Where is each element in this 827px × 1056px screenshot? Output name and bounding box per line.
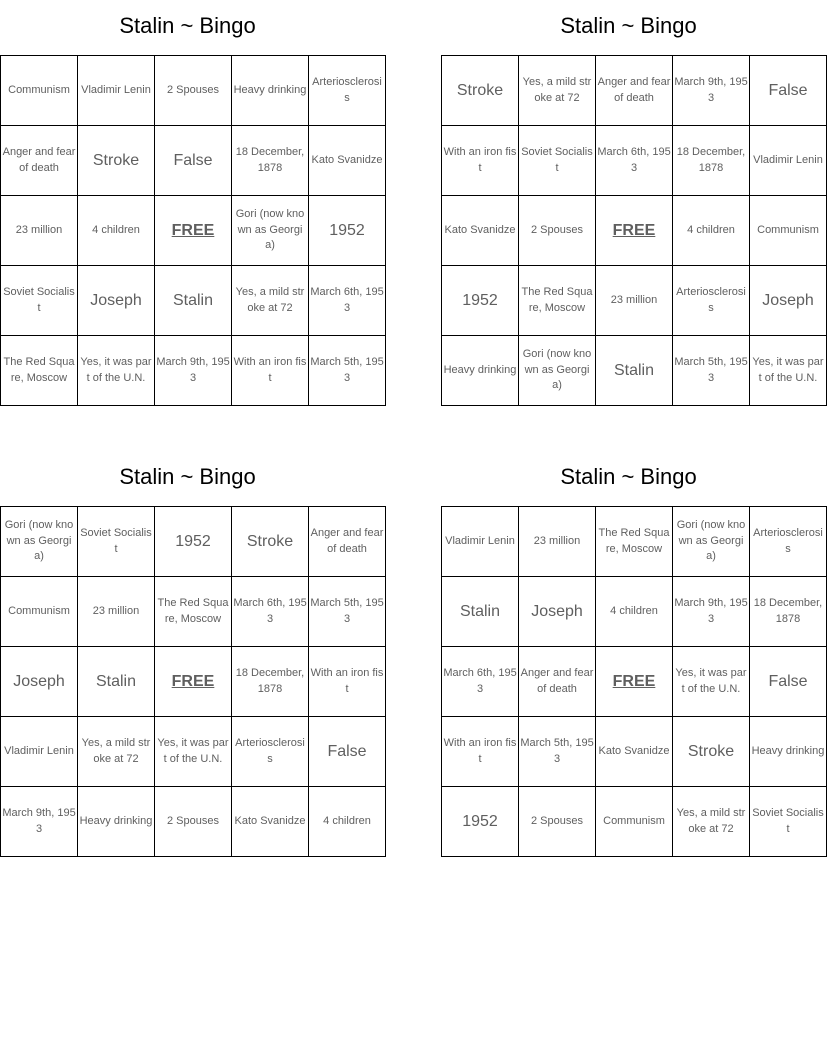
bingo-cell: 18 December, 1878 [232,126,309,196]
bingo-cell: March 6th, 1953 [596,126,673,196]
free-space: FREE [155,647,232,717]
bingo-cell: False [155,126,232,196]
bingo-cell: With an iron fist [309,647,386,717]
bingo-cell: Heavy drinking [78,787,155,857]
card-title: Stalin ~ Bingo [119,464,256,489]
bingo-cell: Stalin [442,577,519,647]
bingo-cell: Gori (now known as Georgia) [1,507,78,577]
bingo-cell: The Red Square, Moscow [1,336,78,406]
bingo-cell: 2 Spouses [519,196,596,266]
bingo-cell: Kato Svanidze [442,196,519,266]
bingo-cell: Arteriosclerosis [750,507,827,577]
bingo-cell: Stroke [673,717,750,787]
bingo-cell: Arteriosclerosis [309,56,386,126]
bingo-cell: Joseph [519,577,596,647]
bingo-cell: 4 children [596,577,673,647]
bingo-cell: March 6th, 1953 [442,647,519,717]
bingo-cell: Soviet Socialist [78,507,155,577]
bingo-cell: Yes, a mild stroke at 72 [519,56,596,126]
bingo-cell: Kato Svanidze [232,787,309,857]
bingo-cell: The Red Square, Moscow [596,507,673,577]
bingo-cell: 4 children [78,196,155,266]
bingo-cell: 23 million [78,577,155,647]
bingo-cell: With an iron fist [442,126,519,196]
card-title: Stalin ~ Bingo [560,13,697,38]
bingo-cell: Gori (now known as Georgia) [519,336,596,406]
bingo-cell: 23 million [1,196,78,266]
bingo-cell: March 5th, 1953 [309,336,386,406]
grid-row [1,717,386,787]
bingo-cell: Vladimir Lenin [750,126,827,196]
bingo-cell: False [750,647,827,717]
bingo-cell: March 5th, 1953 [519,717,596,787]
grid-row [1,577,386,647]
bingo-cell: Communism [596,787,673,857]
bingo-cell: Joseph [750,266,827,336]
bingo-cell: Joseph [78,266,155,336]
bingo-cell: With an iron fist [442,717,519,787]
bingo-cell: 23 million [596,266,673,336]
bingo-cell: March 6th, 1953 [309,266,386,336]
bingo-cell: March 5th, 1953 [673,336,750,406]
grid-row [1,266,386,336]
grid-row [442,717,827,787]
bingo-cell: Gori (now known as Georgia) [232,196,309,266]
grid-row [442,126,827,196]
bingo-cell: Yes, it was part of the U.N. [750,336,827,406]
bingo-cell: The Red Square, Moscow [155,577,232,647]
bingo-cell: 1952 [155,507,232,577]
bingo-cell: Yes, it was part of the U.N. [673,647,750,717]
grid-row [442,577,827,647]
grid-row [1,56,386,126]
bingo-cell: Anger and fear of death [309,507,386,577]
bingo-cell: Anger and fear of death [1,126,78,196]
grid-row [1,196,386,266]
bingo-cell: Soviet Socialist [519,126,596,196]
bingo-cell: 23 million [519,507,596,577]
bingo-grid [0,506,386,857]
bingo-cell: 2 Spouses [519,787,596,857]
grid-row [1,126,386,196]
grid-row [1,787,386,857]
bingo-cell: Yes, a mild stroke at 72 [78,717,155,787]
bingo-cell: Kato Svanidze [309,126,386,196]
bingo-cell: False [309,717,386,787]
bingo-cell: Arteriosclerosis [673,266,750,336]
bingo-cell: 18 December, 1878 [232,647,309,717]
bingo-cell: Stroke [232,507,309,577]
grid-row [1,336,386,406]
grid-row [442,647,827,717]
card-title: Stalin ~ Bingo [560,464,697,489]
grid-row [442,787,827,857]
bingo-cell: Yes, it was part of the U.N. [78,336,155,406]
bingo-grid [441,506,827,857]
bingo-cell: Gori (now known as Georgia) [673,507,750,577]
bingo-cell: Yes, a mild stroke at 72 [673,787,750,857]
bingo-cell: 18 December, 1878 [673,126,750,196]
grid-row [442,56,827,126]
bingo-cell: Soviet Socialist [1,266,78,336]
bingo-cell: Soviet Socialist [750,787,827,857]
bingo-grid [0,55,386,406]
bingo-cell: Anger and fear of death [596,56,673,126]
bingo-cell: 2 Spouses [155,787,232,857]
bingo-cell: Heavy drinking [750,717,827,787]
bingo-cell: 1952 [309,196,386,266]
grid-row [442,336,827,406]
free-space: FREE [596,196,673,266]
bingo-cell: The Red Square, Moscow [519,266,596,336]
bingo-cell: Kato Svanidze [596,717,673,787]
bingo-cell: Communism [1,577,78,647]
bingo-cell: March 9th, 1953 [155,336,232,406]
bingo-cell: Stalin [596,336,673,406]
bingo-cell: 1952 [442,266,519,336]
bingo-cell: 4 children [673,196,750,266]
bingo-cell: Stalin [155,266,232,336]
bingo-grid [441,55,827,406]
grid-row [442,196,827,266]
bingo-cell: Yes, it was part of the U.N. [155,717,232,787]
bingo-cell: Joseph [1,647,78,717]
bingo-cell: Stroke [442,56,519,126]
bingo-cell: March 5th, 1953 [309,577,386,647]
bingo-cell: March 6th, 1953 [232,577,309,647]
grid-row [1,647,386,717]
bingo-cell: Vladimir Lenin [78,56,155,126]
grid-row [442,266,827,336]
bingo-cell: Stroke [78,126,155,196]
card-title: Stalin ~ Bingo [119,13,256,38]
bingo-cell: With an iron fist [232,336,309,406]
bingo-cell: Heavy drinking [442,336,519,406]
grid-row [442,507,827,577]
bingo-cell: Communism [1,56,78,126]
bingo-cell: 1952 [442,787,519,857]
bingo-cell: Stalin [78,647,155,717]
bingo-cell: Vladimir Lenin [1,717,78,787]
bingo-cell: 18 December, 1878 [750,577,827,647]
bingo-cell: Arteriosclerosis [232,717,309,787]
grid-row [1,507,386,577]
free-space: FREE [155,196,232,266]
bingo-cell: Anger and fear of death [519,647,596,717]
bingo-cell: March 9th, 1953 [1,787,78,857]
bingo-cell: Vladimir Lenin [442,507,519,577]
free-space: FREE [596,647,673,717]
bingo-cell: 2 Spouses [155,56,232,126]
bingo-cell: Yes, a mild stroke at 72 [232,266,309,336]
bingo-cell: False [750,56,827,126]
bingo-cell: 4 children [309,787,386,857]
bingo-cell: Communism [750,196,827,266]
bingo-cell: March 9th, 1953 [673,56,750,126]
bingo-cell: Heavy drinking [232,56,309,126]
bingo-cell: March 9th, 1953 [673,577,750,647]
